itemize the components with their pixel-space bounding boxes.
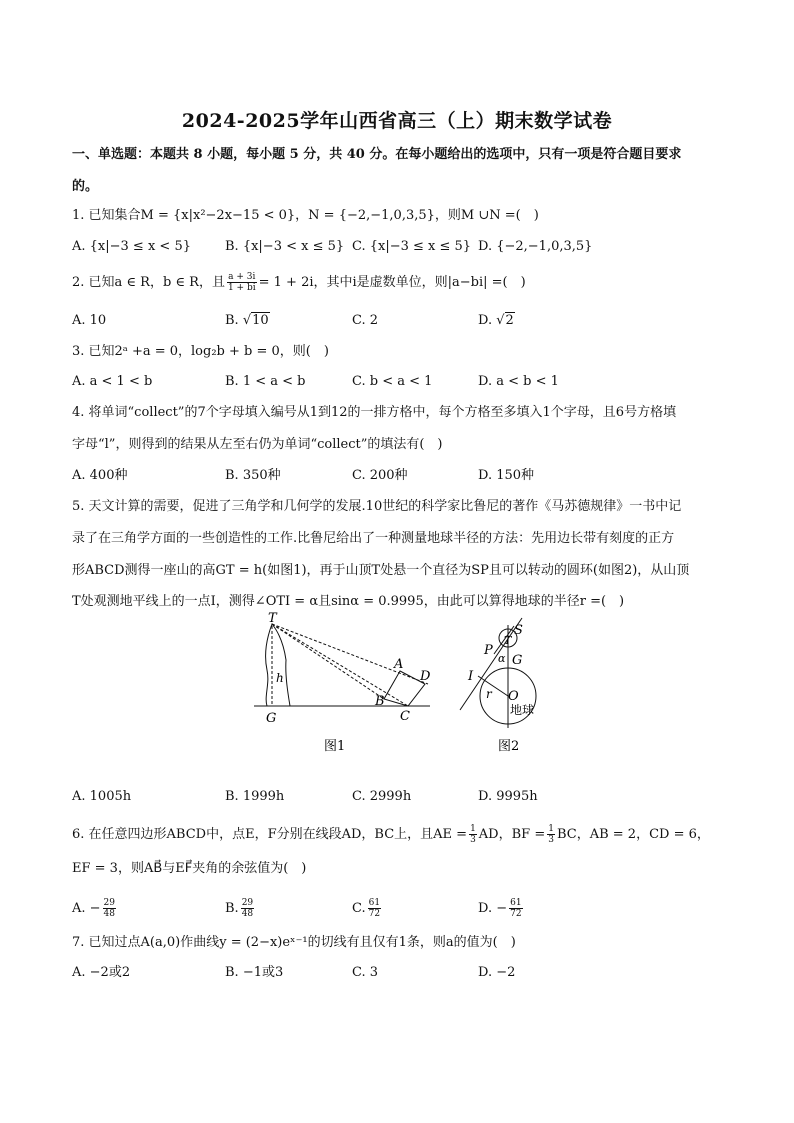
section-heading: 一、单选题：本题共 8 小题，每小题 5 分，共 40 分。在每小题给出的选项中，只有一项是符合题目要求	[72, 147, 682, 162]
q5-option-a: A. 1005h	[72, 789, 132, 804]
q6-d-den: 72	[510, 909, 522, 919]
q6-option-d	[478, 898, 525, 919]
q6-option-a-frac	[103, 898, 116, 919]
q6-option-c-prefix: C.	[352, 901, 366, 916]
label-r: r	[486, 687, 492, 701]
q2-fraction	[227, 272, 257, 293]
q7-option-c: C. 3	[352, 965, 379, 980]
q2-option-d-radicand: 2	[505, 313, 514, 328]
label-g2: G	[512, 653, 523, 668]
label-h: h	[276, 671, 284, 685]
label-earth: 地球	[510, 703, 535, 717]
square-abcd	[384, 671, 425, 706]
label-alpha: α	[498, 652, 506, 665]
q1-option-b: B. {x|−3 < x ≤ 5}	[225, 239, 345, 254]
q6-option-c-frac	[368, 898, 381, 919]
q2-option-b-prefix: B. √	[225, 313, 252, 328]
label-o: O	[508, 689, 519, 704]
q6-stem-part3: BC，AB = 2，CD = 6，	[556, 827, 710, 842]
q7-option-b: B. −1或3	[225, 965, 284, 980]
label-d: D	[420, 669, 431, 684]
label-g1: G	[266, 711, 277, 726]
q6-frac1-den: 3	[470, 835, 476, 845]
q2-stem-post: = 1 + 2i，其中i是虚数单位，则|a−bi| =( )	[258, 275, 526, 290]
q7-option-a: A. −2或2	[72, 965, 131, 980]
q6-frac2-num: 1	[548, 824, 554, 834]
q6-frac2	[547, 824, 555, 845]
q6-stem	[72, 824, 710, 845]
q2-stem	[72, 272, 526, 293]
q3-option-a: A. a < 1 < b	[72, 374, 153, 389]
q7-option-d: D. −2	[478, 965, 516, 980]
q6-a-num: 29	[103, 898, 115, 908]
q2-option-d-prefix: D. √	[478, 313, 505, 328]
label-c: C	[400, 709, 410, 724]
q6-frac2-den: 3	[548, 835, 554, 845]
q4-stem: 4. 将单词“collect”的7个字母填入编号从1到12的一排方格中，每个方格至多填入1个字母，且6号方格填	[72, 405, 677, 420]
q2-frac-num: a + 3i	[228, 272, 256, 282]
q5-stem-line1: 5. 天文计算的需要，促进了三角学和几何学的发展.10世纪的科学家比鲁尼的著作《马苏德规律》一书中记	[72, 499, 682, 514]
q6-option-b-prefix: B.	[225, 901, 239, 916]
q5-figures	[240, 610, 560, 760]
q6-b-den: 48	[241, 909, 254, 919]
q7-stem: 7. 已知过点A(a,0)作曲线y = (2−x)eˣ⁻¹的切线有且仅有1条，则a的值为( )	[72, 935, 516, 950]
label-b: B	[375, 694, 385, 709]
q2-option-d	[478, 312, 515, 330]
label-s: S	[514, 623, 523, 638]
exam-title: 2024-2025学年山西省高三（上）期末数学试卷	[181, 110, 613, 132]
section-heading-cont: 的。	[72, 179, 99, 194]
q2-stem-pre: 2. 已知a ∈ R，b ∈ R，且	[72, 275, 225, 290]
mountain-outline	[266, 624, 290, 706]
q3-option-d: D. a < b < 1	[478, 374, 559, 389]
q6-option-d-prefix: D. −	[478, 901, 508, 916]
q2-option-b	[225, 312, 270, 330]
q6-frac1-num: 1	[470, 824, 476, 834]
q4-option-c: C. 200种	[352, 468, 408, 483]
q1-option-d: D. {−2,−1,0,3,5}	[478, 239, 593, 254]
q5-stem-line2: 录了在三角学方面的一些创造性的工作.比鲁尼给出了一种测量地球半径的方法：先用边长带有刻度的正方	[72, 531, 675, 546]
q2-option-a: A. 10	[72, 313, 107, 328]
q6-c-num: 61	[368, 898, 381, 908]
q6-option-b-frac	[241, 898, 254, 919]
sight-line-tb	[272, 624, 384, 699]
q6-stem-cont: EF = 3，则AB⃗与EF⃗夹角的余弦值为( )	[72, 861, 307, 876]
q5-option-d: D. 9995h	[478, 789, 538, 804]
q6-stem-part2: AD，BF =	[478, 827, 546, 842]
q6-option-a	[72, 898, 118, 919]
figure2-caption: 图2	[498, 739, 520, 754]
q5-figure-svg	[240, 610, 560, 760]
q6-frac1	[469, 824, 477, 845]
label-p: P	[484, 643, 493, 658]
q5-stem-line4: T处观测地平线上的一点I，测得∠OTI = α且sinα = 0.9995，由此可以算得地球的半径r =( )	[72, 594, 625, 609]
figure1-caption: 图1	[324, 739, 346, 754]
sight-line-td	[272, 624, 428, 684]
q1-option-a: A. {x|−3 ≤ x < 5}	[72, 239, 191, 254]
label-t2: T	[504, 634, 512, 647]
q2-option-b-radicand: 10	[252, 313, 269, 328]
q4-option-a: A. 400种	[72, 468, 128, 483]
q5-option-b: B. 1999h	[225, 789, 285, 804]
q6-option-b	[225, 898, 256, 919]
q3-stem: 3. 已知2ᵃ +a = 0，log₂b + b = 0，则( )	[72, 344, 329, 359]
q5-stem-line3: 形ABCD测得一座山的高GT = h(如图1)，再于山顶T处悬一个直径为SP且可以转动的圆环(如图2)，从山顶	[72, 563, 690, 578]
q1-stem: 1. 已知集合M = {x|x²−2x−15 < 0}，N = {−2,−1,0,3,5}，则M ∪N =( )	[72, 208, 539, 223]
q3-option-c: C. b < a < 1	[352, 374, 433, 389]
radius-oi	[478, 676, 508, 696]
q6-b-num: 29	[241, 898, 254, 908]
q4-stem-cont: 字母“l”，则得到的结果从左至右仍为单词“collect”的填法有( )	[72, 437, 443, 452]
label-i: I	[468, 669, 474, 684]
q6-a-den: 48	[103, 909, 115, 919]
label-t: T	[268, 611, 277, 626]
q5-option-c: C. 2999h	[352, 789, 412, 804]
q1-option-c: C. {x|−3 ≤ x ≤ 5}	[352, 239, 472, 254]
q6-option-a-prefix: A. −	[72, 901, 101, 916]
figure1-mountain	[254, 624, 430, 706]
label-a: A	[394, 657, 404, 672]
q2-frac-den: 1 + bi	[227, 283, 256, 293]
q6-c-den: 72	[368, 909, 381, 919]
q2-option-c: C. 2	[352, 313, 379, 328]
q6-stem-part1: 6. 在任意四边形ABCD中，点E，F分别在线段AD，BC上，且AE =	[72, 827, 468, 842]
q3-option-b: B. 1 < a < b	[225, 374, 306, 389]
q6-option-c	[352, 898, 383, 919]
q6-option-d-frac	[509, 898, 522, 919]
q4-option-d: D. 150种	[478, 468, 535, 483]
q4-option-b: B. 350种	[225, 468, 281, 483]
q6-d-num: 61	[510, 898, 522, 908]
